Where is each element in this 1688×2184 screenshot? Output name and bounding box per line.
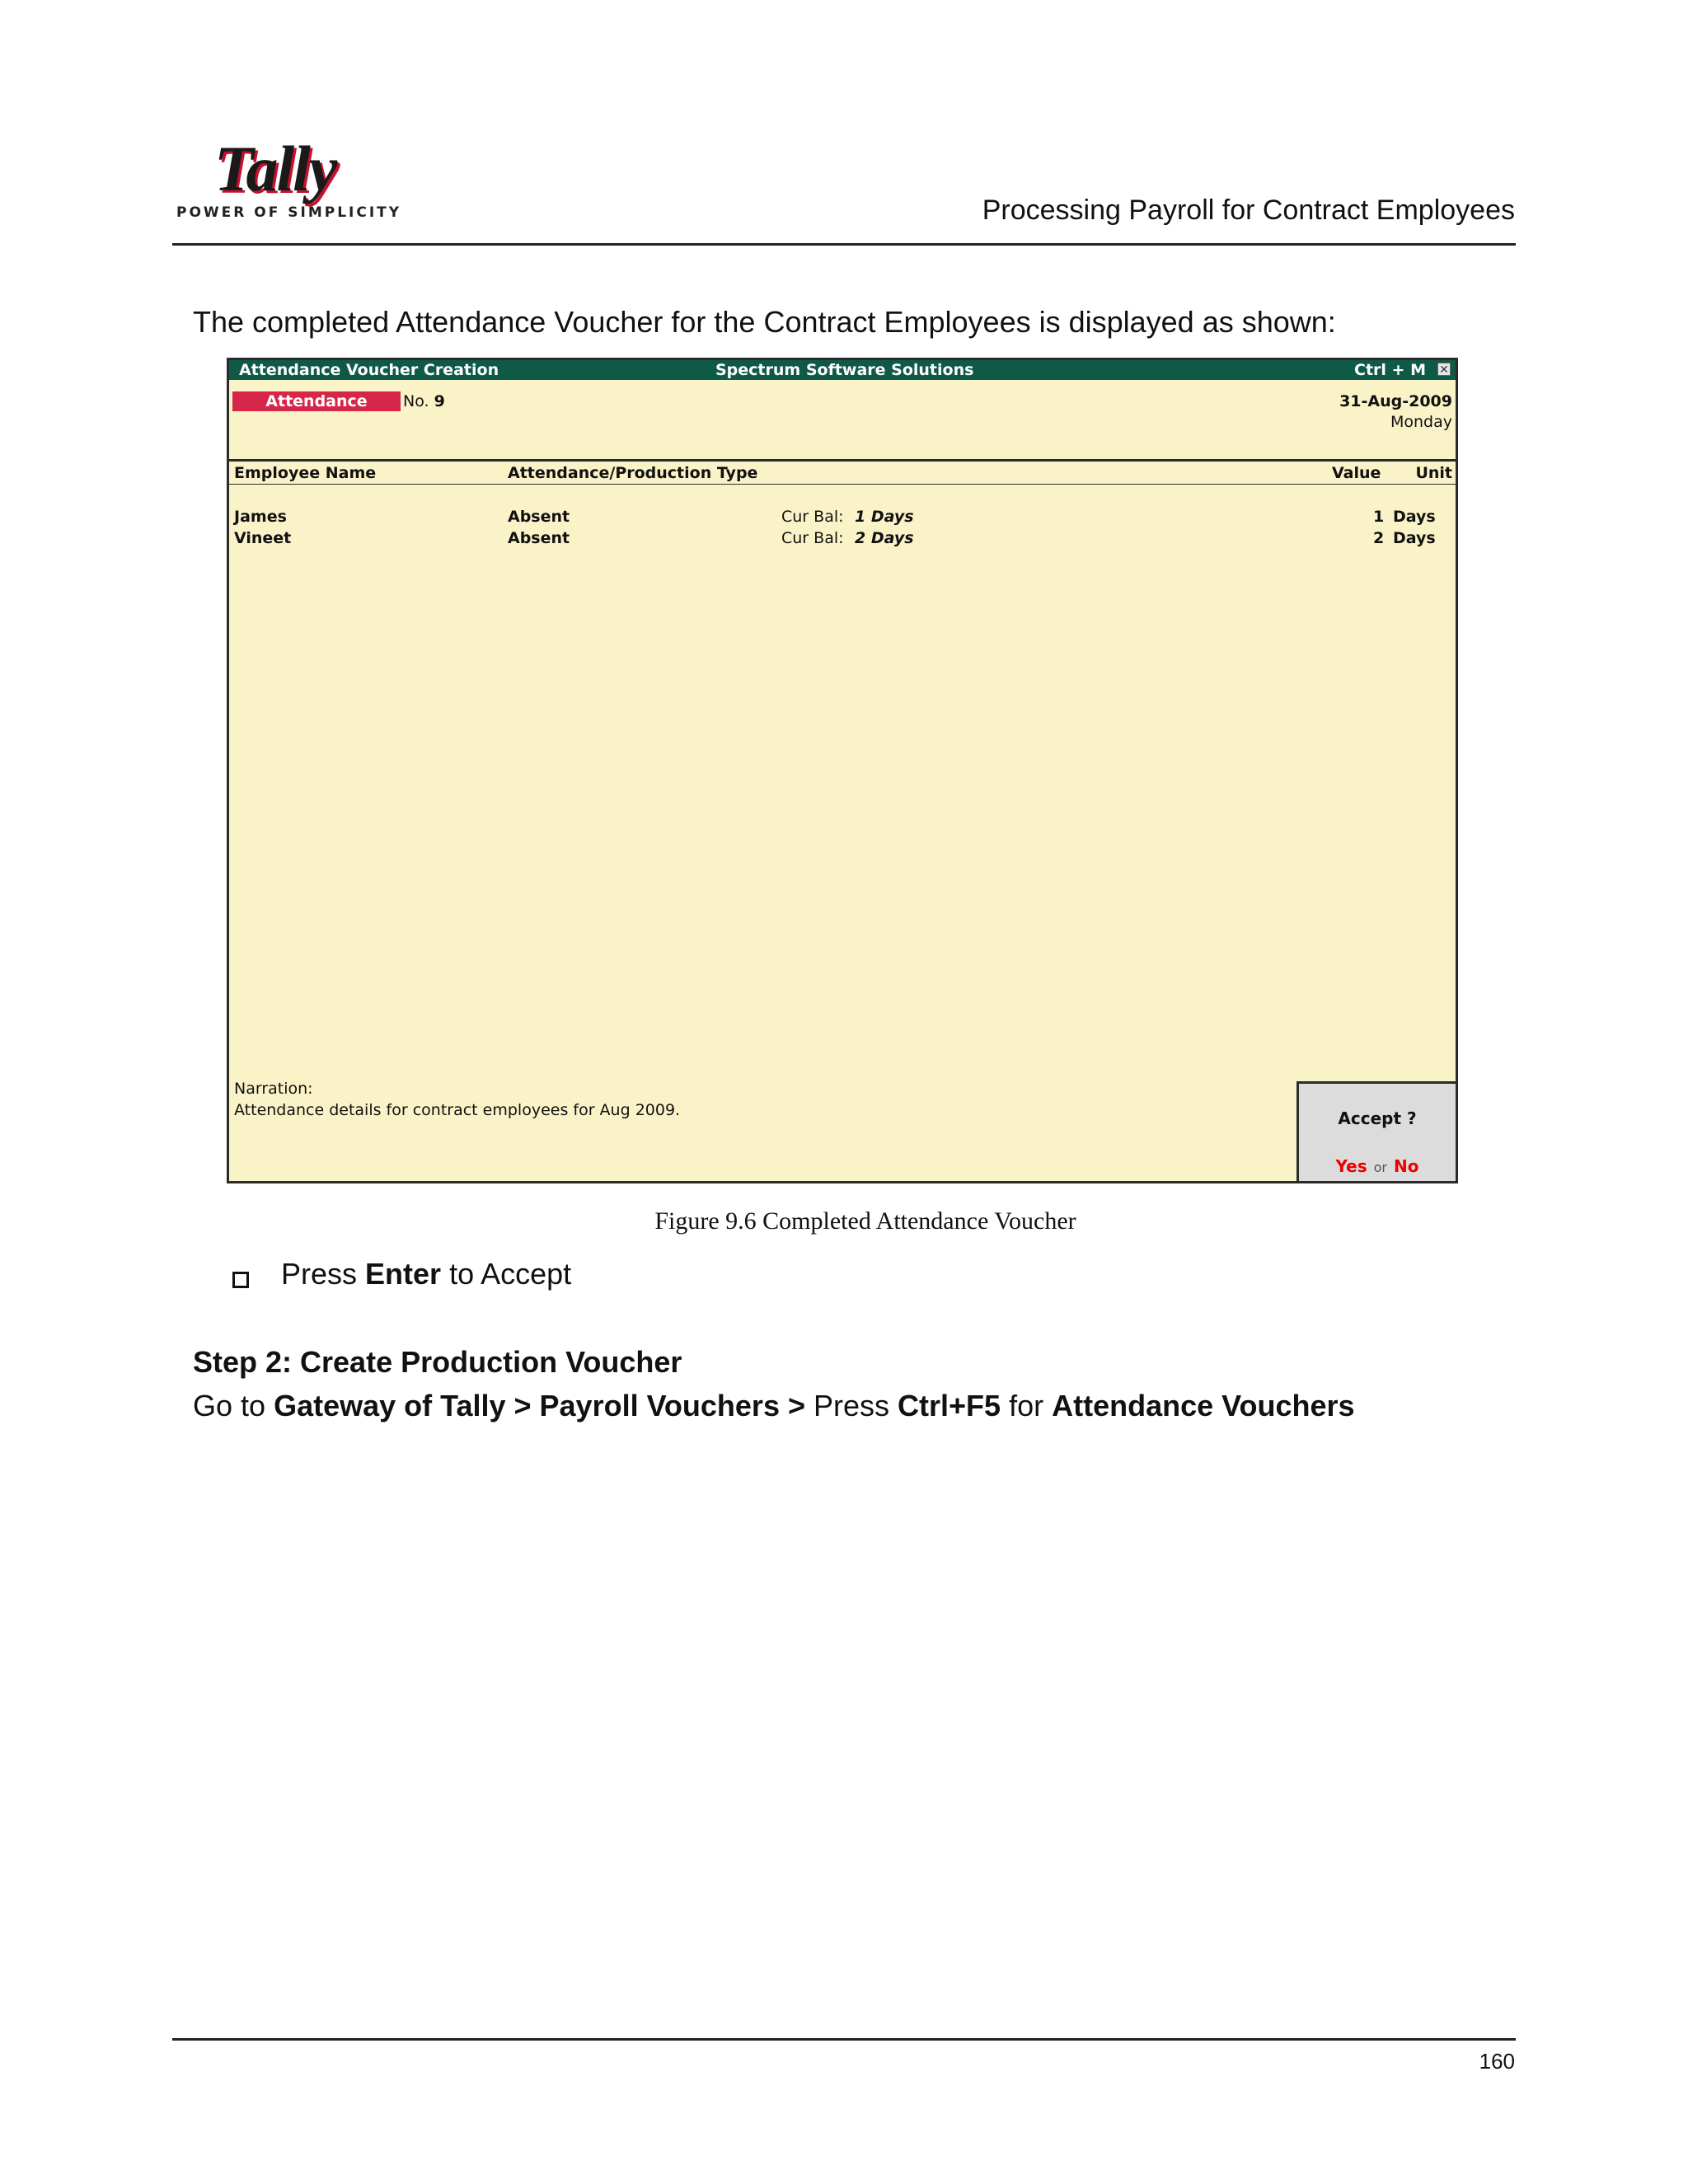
voucher-day: Monday	[1390, 413, 1452, 431]
or-separator: or	[1373, 1160, 1387, 1175]
column-header-value: Value	[1332, 464, 1381, 482]
row-value[interactable]: 1	[1373, 508, 1385, 526]
intro-paragraph: The completed Attendance Voucher for the Contract Employees is displayed as shown:	[193, 305, 1336, 339]
square-bullet-icon	[232, 1272, 249, 1288]
row-balance-value: 2 Days	[855, 529, 914, 547]
voucher-type-badge[interactable]: Attendance	[232, 391, 401, 411]
nav-press: Press	[805, 1389, 898, 1422]
step-heading: Step 2: Create Production Voucher	[193, 1345, 682, 1379]
navigation-instruction	[193, 1389, 1355, 1423]
column-header-unit: Unit	[1415, 464, 1452, 482]
voucher-number-value: 9	[434, 392, 445, 410]
column-header-employee: Employee Name	[234, 464, 377, 482]
header-divider	[172, 243, 1516, 246]
window-title: Attendance Voucher Creation	[239, 361, 499, 379]
chapter-title: Processing Payroll for Contract Employees	[982, 194, 1515, 226]
narration-label: Narration:	[234, 1080, 313, 1098]
row-employee[interactable]: James	[234, 508, 287, 526]
voucher-number	[403, 391, 445, 411]
voucher-number-label: No.	[403, 392, 429, 410]
bullet-prefix: Press	[281, 1257, 366, 1291]
row-type[interactable]: Absent	[508, 529, 570, 547]
company-name: Spectrum Software Solutions	[715, 361, 974, 379]
page-number: 160	[1479, 2049, 1515, 2074]
row-unit: Days	[1393, 508, 1436, 526]
row-value[interactable]: 2	[1373, 529, 1385, 547]
nav-target: Attendance Vouchers	[1052, 1389, 1355, 1422]
nav-path: Gateway of Tally > Payroll Vouchers >	[274, 1389, 805, 1422]
row-balance-label: Cur Bal:	[781, 529, 844, 547]
accept-options	[1299, 1156, 1456, 1176]
close-icon[interactable]: ✕	[1437, 363, 1451, 376]
bullet-instruction	[281, 1257, 571, 1291]
nav-for: for	[1001, 1389, 1053, 1422]
columns-top-rule	[229, 459, 1456, 462]
nav-key: Ctrl+F5	[898, 1389, 1001, 1422]
row-employee[interactable]: Vineet	[234, 529, 292, 547]
footer-divider	[172, 2038, 1516, 2041]
tally-logo: Tally	[214, 133, 336, 204]
column-header-type: Attendance/Production Type	[508, 464, 758, 482]
bullet-suffix: to Accept	[441, 1257, 572, 1291]
row-type[interactable]: Absent	[508, 508, 570, 526]
voucher-date[interactable]: 31-Aug-2009	[1339, 392, 1452, 410]
accept-prompt: Accept ?	[1338, 1108, 1417, 1128]
figure-caption: Figure 9.6 Completed Attendance Voucher	[654, 1207, 1076, 1235]
row-unit: Days	[1393, 529, 1436, 547]
no-button[interactable]: No	[1394, 1156, 1419, 1176]
nav-prefix: Go to	[193, 1389, 274, 1422]
shortcut-hint: Ctrl + M	[1354, 361, 1426, 379]
columns-bottom-rule	[229, 484, 1456, 485]
yes-button[interactable]: Yes	[1335, 1156, 1367, 1176]
window-titlebar	[229, 360, 1456, 380]
accept-dialog	[1296, 1081, 1458, 1183]
logo-tagline: POWER OF SIMPLICITY	[176, 204, 402, 221]
bullet-key: Enter	[365, 1257, 442, 1291]
narration-field[interactable]: Attendance details for contract employees for Aug 2009.	[234, 1101, 681, 1119]
attendance-voucher-window	[227, 358, 1458, 1183]
row-balance-value: 1 Days	[855, 508, 914, 526]
row-balance-label: Cur Bal:	[781, 508, 844, 526]
